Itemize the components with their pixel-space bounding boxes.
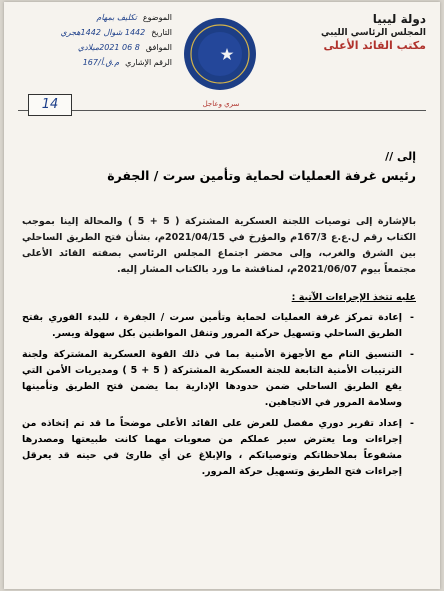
header-divider [18, 110, 426, 111]
document-page [4, 2, 440, 589]
subject-value: تكليف بمهام [96, 13, 137, 22]
gregorian-value: 8 06 2021ميلادي [77, 43, 140, 52]
council-name: المجلس الرئاسي الليبي [320, 28, 426, 38]
list-item: - إعادة تمركز غرفة العمليات لحماية وتأمين سرت / الجفرة ، للبدء الفوري بفتح الطريق الساحلي وتسهيل حركة المرور وتنقل المواطنين بكل سهولة ويسر. [22, 310, 402, 342]
handwritten-number-box: 14 [28, 94, 72, 116]
recipient-prefix: إلى // [385, 150, 416, 163]
state-emblem-icon [182, 16, 258, 92]
reference-label: الرقم الإشاري [125, 58, 172, 67]
gregorian-label: الموافق [145, 43, 172, 52]
recipient-title: رئيس غرفة العمليات لحماية وتأمين سرت / الجفرة [107, 168, 416, 183]
date-value: 1442 شوال 1442هجري [60, 28, 146, 37]
actions-list [22, 310, 416, 485]
list-item: - إعداد تقرير دوري مفصل للعرض على القائد الأعلى موضحاً ما قد تم إتخاذه من إجراءات وما يعترض سير عملكم من صعوبات مهما كانت طبيعتها ومصدرها مشفوعاً بملاحظاتكم وتوصياتكم ، والإبلاغ عن أي طارئ في حينه قد يعرقل إجراءات فتح الطريق وتسهيل حركة المرور. [22, 416, 402, 480]
date-label: التاريخ [151, 28, 172, 37]
office-name: مكتب القائد الأعلى [323, 39, 426, 52]
country-name: دولة ليبيا [372, 12, 426, 26]
subject-label: الموضوع [142, 13, 172, 22]
reference-value: م.ق.أ/167 [82, 58, 120, 67]
list-item: - التنسيق التام مع الأجهزة الأمنية بما في ذلك القوة العسكرية المشتركة ولجنة الترتيبات الأمنية التابعة للجنة العسكرية المشتركة ( 5 + 5 ) ومديريات الأمن التي يقع الطريق الساحلي ضمن حدودها الإدارية بما يضمن فتح الطريق وتأمينها وسلامة المرور في الاتجاهين. [22, 347, 402, 411]
reference-block [22, 10, 172, 70]
intro-paragraph: بالإشارة إلى توصيات اللجنة العسكرية المشتركة ( 5 + 5 ) والمحالة إلينا بموجب الكتاب رقم ل.ع.ع 167/3م والمؤرخ في 2021/04/15م، بشأن فتح الطريق الساحلي بين الشرق والغرب، وإلى محضر اجتماع المجلس الرئاسي بصفته القائد الأعلى مجتمعاً بيوم 2021/06/07م، لمناقشة ما ورد بالكتاب المشار إليه. [22, 216, 417, 275]
actions-heading: عليه تتخذ الإجراءات الآتية : [291, 292, 416, 303]
letterhead [306, 12, 426, 52]
classification-label: سري وعاجل [202, 100, 240, 108]
